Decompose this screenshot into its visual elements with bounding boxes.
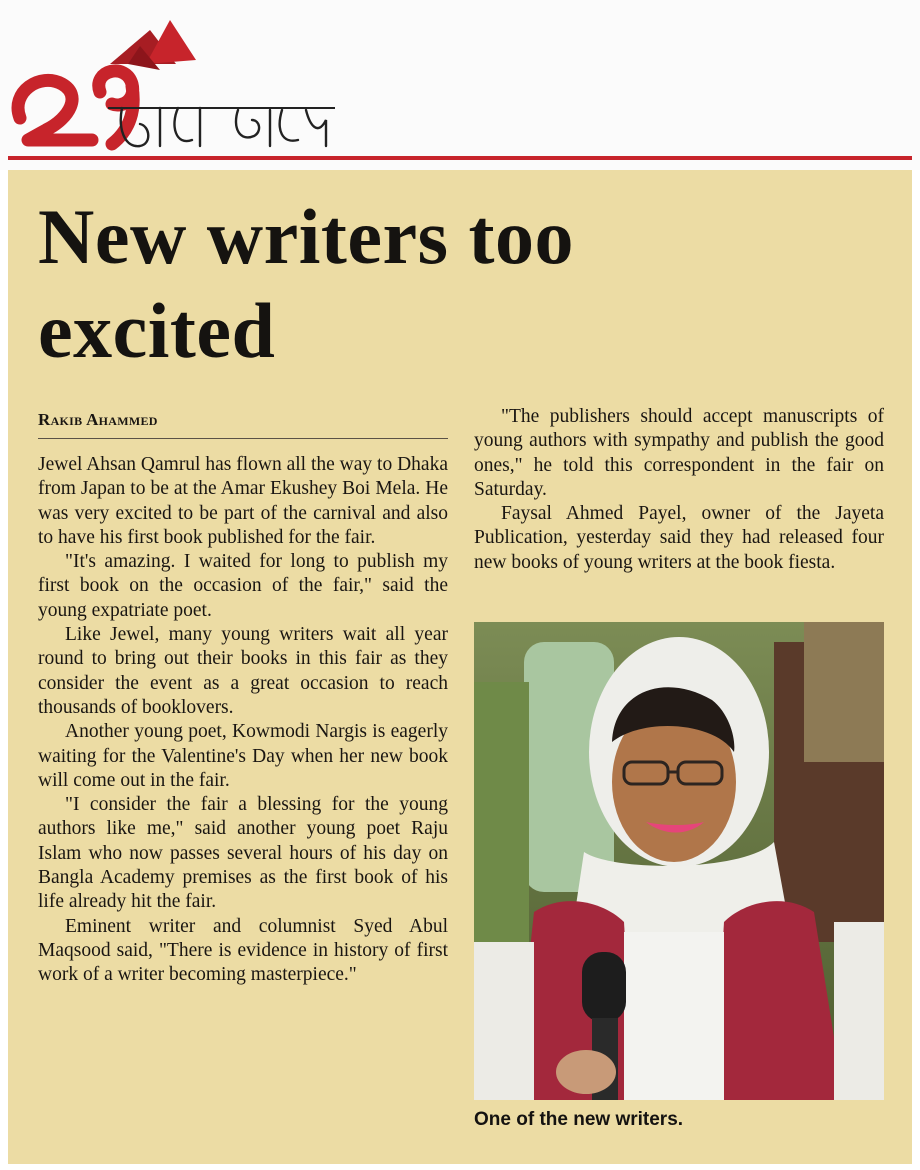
photo-caption: One of the new writers. xyxy=(474,1109,684,1130)
paragraph: "It's amazing. I waited for long to publish my first book on the occasion of the fair," said the young expatriate poet. xyxy=(38,551,448,621)
paragraph: Another young poet, Kowmodi Nargis is eagerly waiting for the Valentine's Day when her new book will come out in the fair. xyxy=(38,721,448,791)
writer-photo xyxy=(474,622,884,1100)
paragraph: "I consider the fair a blessing for the young authors like me," said another young poet Raju Islam who now passes several hours of his day on Bangla Academy premises as the first book of his life already hit the fair. xyxy=(38,794,448,913)
masthead-red-rule xyxy=(8,156,912,160)
paragraph: Like Jewel, many young writers wait all year round to bring out their books in this fair as they consider the event as a great occasion to reach thousands of booklovers. xyxy=(38,624,448,718)
woman-with-microphone-image xyxy=(474,622,884,1100)
headline: New writers too excited xyxy=(38,193,574,374)
book-fair-logo xyxy=(0,0,920,170)
paragraph: Faysal Ahmed Payel, owner of the Jayeta Publication, yesterday said they had released four new books of young writers at the book fiesta. xyxy=(474,503,884,573)
masthead xyxy=(0,0,920,170)
article-column-1 xyxy=(38,453,448,988)
byline: Rakib Ahammed xyxy=(38,410,158,429)
paragraph: Eminent writer and columnist Syed Abul Maqsood said, "There is evidence in history of first work of a writer becoming masterpiece." xyxy=(38,915,448,986)
byline-divider xyxy=(38,438,448,439)
paragraph: "The publishers should accept manuscripts of young authors with sympathy and publish the good ones," he told this correspondent in the fair on Saturday. xyxy=(474,406,884,500)
article-column-2 xyxy=(474,405,884,575)
paragraph: Jewel Ahsan Qamrul has flown all the way to Dhaka from Japan to be at the Amar Ekushey Boi Mela. He was very excited to be part of the carnival and also to have his first book published for the fair. xyxy=(38,454,448,548)
